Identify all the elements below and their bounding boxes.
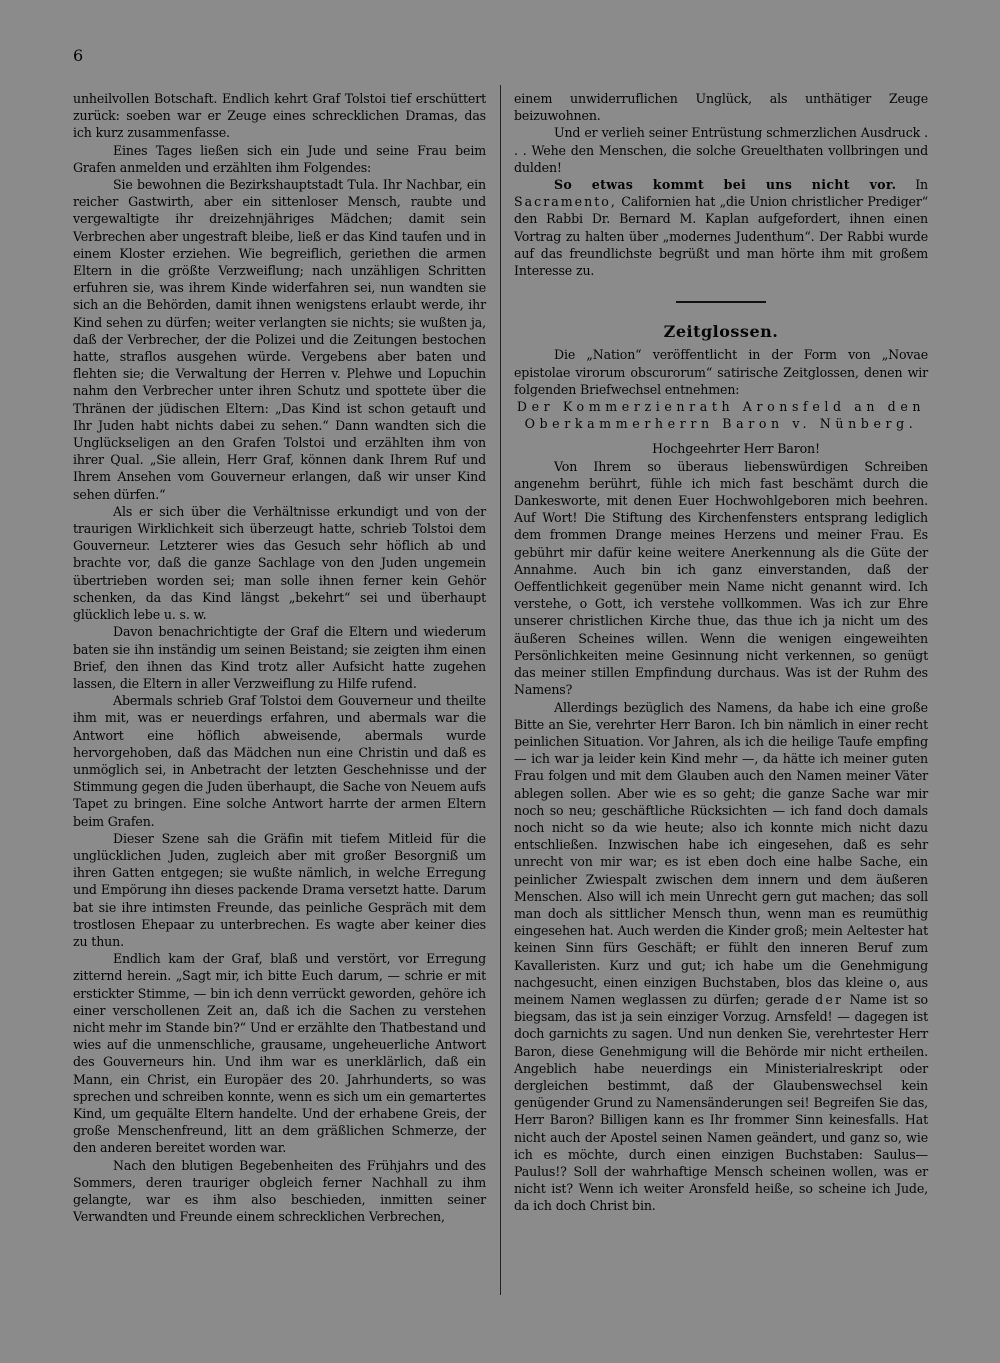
paragraph-text: Allerdings bezüglich des Namens, da habe ich eine große Bitte an Sie, verehrter Herr Baron. Ich bin nämlich in einer recht peinlichen Situation. Vor Jahren, als ich die heilige Taufe empfing — ich war ja leider kein Kind mehr —, da hätte ich meiner guten Frau folgen und mit dem Glauben auch den Namen meiner Väter ablegen sollen. Aber wie es so geht; die ganze Sache war mir noch so neu; geschäftliche Rücksichten — ich fand doch damals noch nicht so da wie heute; also ich konnte mich nicht dazu entschließen. Inzwischen habe ich eingesehen, daß es sehr unrecht von mir war; es ist eben doch eine halbe Sache, ein peinlicher Zwiespalt zwischen dem innern und dem äußeren Menschen. Also will ich mein Unrecht gern gut machen; das soll man doch als sittlicher Mensch thun, wenn man es reumüthig eingesehen hat. Auch werden die Kinder groß; mein Aeltester hat keinen Sinn fürs Geschäft; er fühlt den inneren Beruf zum Kavalleristen. Kurz und gut; ich habe um die Genehmigung nachgesucht, einen einzigen Buchstaben, blos das kleine o, aus meinem Namen weglassen zu dürfen; gerade [514, 699, 928, 1007]
paragraph: Die „Nation“ veröffentlicht in der Form von „Novae epistolae virorum obscurorum“ satirische Zeitglossen, denen wir folgenden Briefwechsel entnehmen: [514, 347, 928, 397]
notice-in: In [915, 177, 929, 193]
paragraph: Abermals schrieb Graf Tolstoi dem Gouverneur und theilte ihm mit, was er neuerdings erfahren, und abermals war die Antwort eine höflich abweisende, abermals wurde hervorgehoben, daß das Mädchen nun eine Christin und daß es unmöglich sei, in Anbetracht der letzten Geschehnisse und der Stimmung gegen die Juden überhaupt, die Sache von Neuem aufs Tapet zu bringen. Eine solche Antwort harrte der armen Eltern beim Grafen. [73, 693, 486, 829]
right-column [514, 90, 928, 1215]
letter-salutation: Hochgeehrter Herr Baron! [652, 441, 820, 457]
notice-headline: So etwas kommt bei uns nicht vor. [554, 177, 897, 193]
paragraph: unheilvollen Botschaft. Endlich kehrt Graf Tolstoi tief erschüttert zurück: soeben war er Zeuge eines schrecklichen Dramas, das ich kurz zusammenfasse. [73, 91, 486, 141]
paragraph: Von Ihrem so überaus liebenswürdigen Schreiben angenehm berührt, fühle ich mich fast beschämt durch die Dankesworte, mit denen Euer Hochwohlgeboren mich beehren. Auf Wort! Die Stiftung des Kirchenfensters entsprang lediglich dem frommen Drange meines Herzens und meiner Frau. Es gebührt mir dafür keine weitere Anerkennung als die Güte der Annahme. Auch bin ich ganz einverstanden, daß der Oeffentlichkeit gegenüber mein Name nicht genannt wird. Ich verstehe, o Gott, ich verstehe vollkommen. Was ich zur Ehre unserer christlichen Kirche thue, das thue ich ja nicht um des äußeren Scheines willen. Wenn die wenigen eingeweihten Persönlichkeiten meine Gesinnung nicht verkennen, so genügt das meiner stillen Empfindung durchaus. Was ist der Ruhm des Namens? [514, 458, 928, 698]
paragraph: Und er verlieh seiner Entrüstung schmerzlichen Ausdruck . . . Wehe den Menschen, die solche Greuelthaten vollbringen und dulden! [514, 125, 928, 175]
paragraph: Davon benachrichtigte der Graf die Eltern und wiederum baten sie ihn inständig um seinen Beistand; sie zeigten ihm einen Brief, den ihnen das Kind trotz aller Aufsicht hatte zugehen lassen, die Eltern in aller Verzweiflung zu Hilfe rufend. [73, 624, 486, 691]
paragraph: Als er sich über die Verhältnisse erkundigt und von der traurigen Wirklichkeit sich überzeugt hatte, schrieb Tolstoi dem Gouverneur. Letzterer wies das Gesuch sehr höflich ab und brachte vor, daß die ganze Sachlage von den Juden ungemein übertrieben worden sei; man solle ihnen ferner kein Gehör schenken, da das Kind längst „bekehrt“ sei und überhaupt glücklich lebe u. s. w. [73, 503, 486, 623]
letter-heading-line: Oberkammerherrn Baron v. Nünberg. [524, 416, 918, 432]
notice-paragraph [514, 176, 928, 279]
paragraph: Eines Tages ließen sich ein Jude und seine Frau beim Grafen anmelden und erzählten ihm Folgendes: [73, 142, 486, 175]
paragraph: Dieser Szene sah die Gräfin mit tiefem Mitleid für die unglücklichen Juden, zugleich aber mit großer Besorgniß um ihren Gatten entgegen; sie wußte nämlich, in welche Erregung und Empörung ihn dieses packende Drama versetzt hatte. Darum bat sie ihre intimsten Freunde, das peinliche Gespräch mit dem trostlosen Ehepaar zu unterbrechen. Es wagte aber keiner dies zu thun. [73, 830, 486, 949]
paragraph: Endlich kam der Graf, blaß und verstört, vor Erregung zitternd herein. „Sagt mir, ich bitte Euch darum, — schrie er mit erstickter Stimme, — bin ich denn verrückt geworden, gehöre ich einer verschollenen Zeit an, daß ich die Sachen zu verstehen nicht mehr im Stande bin?“ Und er erzählte den Thatbestand und wies auf die unmenschliche, grausame, ungeheuerliche Antwort des Gouverneurs hin. Und ihm war es unerklärlich, daß ein Mann, ein Christ, ein Europäer des 20. Jahrhunderts, so was sprechen und schreiben konnte, wenn es sich um ein gemartertes Kind, um gequälte Eltern handelte. Und der erhabene Greis, der große Menschenfreund, litt an dem gräßlichen Schmerze, der den anderen bereitet worden war. [73, 951, 486, 1156]
letter-heading-line: Der Kommerzienrath Aronsfeld an den [516, 399, 926, 415]
paragraph: einem unwiderruflichen Unglück, als unthätiger Zeuge beizuwohnen. [514, 91, 928, 124]
page-number: 6 [73, 46, 84, 65]
section-title: Zeitglossen. [663, 322, 779, 342]
paragraph-text: Name ist so biegsam, das ist ja sein einziger Vorzug. Arnsfeld! — dagegen ist doch garnichts zu sagen. Und nun denken Sie, verehrtester Herr Baron, diese Genehmigung will die Behörde mir nicht ertheilen. Angeblich habe neuerdings ein Ministerialreskript oder dergleichen bestimmt, daß der Glaubenswechsel kein genügender Grund zu Namensänderungen sei! Begreifen Sie das, Herr Baron? Billigen kann es Ihr frommer Sinn keinesfalls. Hat nicht auch der Apostel seinen Namen geändert, und ganz so, wie ich es möchte, durch einen einzigen Buchstaben: Saulus—Paulus!? Soll der wahrhaftige Mensch scheinen wollen, was er nicht ist? Wenn ich weiter Aronsfeld heiße, so scheine ich Jude, da ich doch Christ bin. [514, 991, 928, 1214]
column-divider [500, 85, 501, 1295]
section-divider [676, 301, 766, 303]
letter-heading [514, 398, 928, 432]
notice-body: Californien hat „die Union christlicher Prediger“ den Rabbi Dr. Bernard M. Kaplan aufgefordert, ihnen einen Vortrag zu halten über „modernes Judenthum“. Der Rabbi wurde auf das freundlichste begrüßt und man hörte ihm mit großem Interesse zu. [514, 194, 928, 279]
left-column [73, 90, 486, 1225]
emphasized-word: der [815, 991, 844, 1007]
paragraph [514, 699, 928, 1215]
paragraph: Nach den blutigen Begebenheiten des Frühjahrs und des Sommers, deren trauriger obgleich ferner Nachhall zu ihm gelangte, war es ihm also beschieden, inmitten seiner Verwandten und Freunde einem schrecklichen Verbrechen, [73, 1157, 486, 1225]
notice-place: Sacramento, [514, 194, 617, 210]
paragraph: Sie bewohnen die Bezirkshauptstadt Tula. Ihr Nachbar, ein reicher Gastwirth, aber ein sittenloser Mensch, raubte und vergewaltigte ihr dreizehnjähriges Mädchen; damit sein Verbrechen aber ungestraft bleibe, ließ er das Kind taufen und in einem Kloster erziehen. Wie begreiflich, geriethen die armen Eltern in die größte Verzweiflung; nach unzähligen Schritten erfuhren sie, was ihrem Kinde widerfahren sei, nun wandten sie sich an die Behörden, damit ihnen wenigstens erlaubt werde, ihr Kind sehen zu dürfen; weiter verlangten sie nichts; sie wußten ja, daß der Verbrecher, der die Polizei und die Zeitungen bestochen hatte, straflos ausgehen würde. Vergebens aber baten und flehten sie; die Verwaltung der Herren v. Plehwe und Lopuchin nahm den Verbrecher unter ihren Schutz und spottete über die Thränen der jüdischen Eltern: „Das Kind ist schon getauft und Ihr Juden habt nichts dabei zu sehen.“ Dann wandten sich die Unglückseligen an den Grafen Tolstoi und erzählten ihm von ihrer Qual. „Sie allein, Herr Graf, können dank Ihrem Ruf und Ihrem Ansehen vom Gouverneur erlangen, daß wir unser Kind sehen dürfen.“ [73, 177, 486, 502]
